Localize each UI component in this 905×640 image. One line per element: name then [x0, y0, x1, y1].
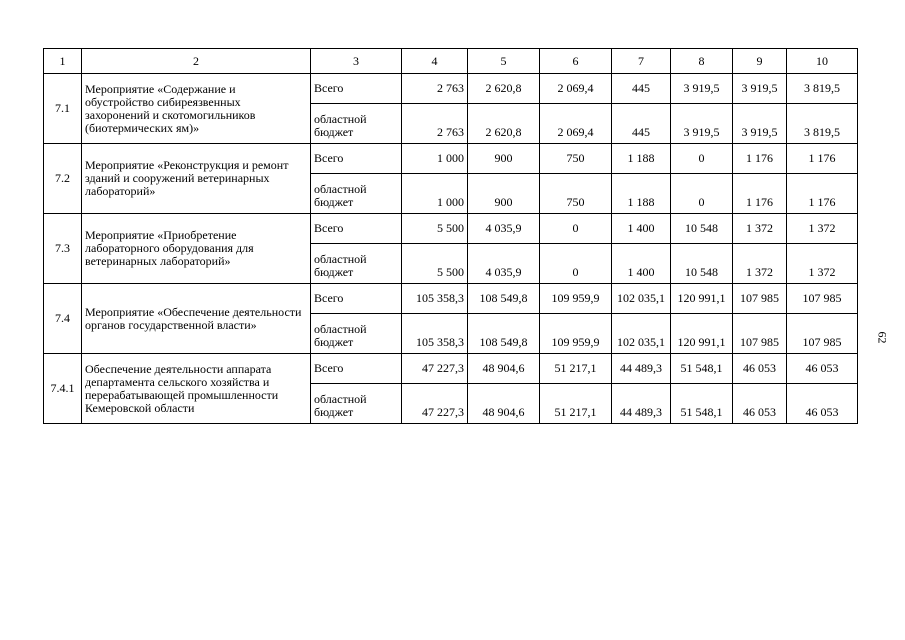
total-value: 3 819,5 [787, 74, 858, 104]
header-cell: 10 [787, 49, 858, 74]
total-value: 108 549,8 [468, 284, 540, 314]
total-value: 46 053 [787, 354, 858, 384]
total-value: 1 188 [612, 144, 671, 174]
budget-value: 120 991,1 [671, 314, 733, 354]
row-number: 7.1 [44, 74, 82, 144]
header-cell: 3 [311, 49, 402, 74]
total-value: 2 763 [402, 74, 468, 104]
total-value: 2 069,4 [540, 74, 612, 104]
header-cell: 6 [540, 49, 612, 74]
budget-value: 44 489,3 [612, 384, 671, 424]
budget-value: 51 217,1 [540, 384, 612, 424]
budget-value: 750 [540, 174, 612, 214]
total-value: 1 176 [787, 144, 858, 174]
budget-value: 47 227,3 [402, 384, 468, 424]
source-total-label: Всего [311, 144, 402, 174]
header-cell: 8 [671, 49, 733, 74]
header-cell: 4 [402, 49, 468, 74]
table-row [44, 74, 858, 104]
budget-value: 3 819,5 [787, 104, 858, 144]
budget-value: 1 188 [612, 174, 671, 214]
budget-value: 445 [612, 104, 671, 144]
header-cell: 1 [44, 49, 82, 74]
row-number: 7.2 [44, 144, 82, 214]
activity-name: Мероприятие «Обеспечение деятельности органов государственной власти» [82, 284, 311, 354]
budget-value: 1 176 [787, 174, 858, 214]
budget-value: 1 176 [733, 174, 787, 214]
budget-value: 109 959,9 [540, 314, 612, 354]
total-value: 107 985 [733, 284, 787, 314]
budget-value: 4 035,9 [468, 244, 540, 284]
table-row [44, 214, 858, 244]
budget-value: 1 372 [733, 244, 787, 284]
activity-name: Мероприятие «Реконструкция и ремонт зданий и сооружений ветеринарных лабораторий» [82, 144, 311, 214]
activity-name: Мероприятие «Содержание и обустройство сибиреязвенных захоронений и скотомогильников (биотермических ям)» [82, 74, 311, 144]
source-budget-label: областной бюджет [311, 384, 402, 424]
header-row [44, 49, 858, 74]
source-budget-label: областной бюджет [311, 244, 402, 284]
row-number: 7.3 [44, 214, 82, 284]
total-value: 5 500 [402, 214, 468, 244]
total-value: 1 176 [733, 144, 787, 174]
budget-value: 105 358,3 [402, 314, 468, 354]
table-row [44, 354, 858, 384]
total-value: 1 000 [402, 144, 468, 174]
budget-value: 3 919,5 [671, 104, 733, 144]
source-total-label: Всего [311, 214, 402, 244]
budget-value: 1 400 [612, 244, 671, 284]
total-value: 105 358,3 [402, 284, 468, 314]
header-cell: 2 [82, 49, 311, 74]
budget-value: 0 [540, 244, 612, 284]
header-cell: 5 [468, 49, 540, 74]
budget-value: 108 549,8 [468, 314, 540, 354]
total-value: 44 489,3 [612, 354, 671, 384]
total-value: 51 548,1 [671, 354, 733, 384]
total-value: 750 [540, 144, 612, 174]
budget-value: 3 919,5 [733, 104, 787, 144]
total-value: 109 959,9 [540, 284, 612, 314]
row-number: 7.4.1 [44, 354, 82, 424]
budget-value: 0 [671, 174, 733, 214]
activity-name: Мероприятие «Приобретение лабораторного оборудования для ветеринарных лабораторий» [82, 214, 311, 284]
budget-value: 2 069,4 [540, 104, 612, 144]
total-value: 1 400 [612, 214, 671, 244]
header-cell: 7 [612, 49, 671, 74]
total-value: 0 [671, 144, 733, 174]
total-value: 4 035,9 [468, 214, 540, 244]
total-value: 47 227,3 [402, 354, 468, 384]
budget-value: 102 035,1 [612, 314, 671, 354]
budget-value: 5 500 [402, 244, 468, 284]
total-value: 46 053 [733, 354, 787, 384]
source-budget-label: областной бюджет [311, 314, 402, 354]
budget-value: 10 548 [671, 244, 733, 284]
total-value: 120 991,1 [671, 284, 733, 314]
budget-table [43, 48, 858, 424]
page-number: 62 [875, 331, 890, 344]
activity-name: Обеспечение деятельности аппарата департамента сельского хозяйства и перерабатывающей промышленности Кемеровской области [82, 354, 311, 424]
total-value: 1 372 [787, 214, 858, 244]
header-cell: 9 [733, 49, 787, 74]
budget-value: 900 [468, 174, 540, 214]
total-value: 0 [540, 214, 612, 244]
budget-value: 107 985 [787, 314, 858, 354]
total-value: 445 [612, 74, 671, 104]
budget-value: 46 053 [733, 384, 787, 424]
total-value: 3 919,5 [733, 74, 787, 104]
total-value: 102 035,1 [612, 284, 671, 314]
row-number: 7.4 [44, 284, 82, 354]
total-value: 900 [468, 144, 540, 174]
total-value: 10 548 [671, 214, 733, 244]
budget-value: 1 372 [787, 244, 858, 284]
budget-value: 2 620,8 [468, 104, 540, 144]
source-total-label: Всего [311, 354, 402, 384]
total-value: 51 217,1 [540, 354, 612, 384]
total-value: 2 620,8 [468, 74, 540, 104]
total-value: 48 904,6 [468, 354, 540, 384]
total-value: 3 919,5 [671, 74, 733, 104]
source-total-label: Всего [311, 74, 402, 104]
total-value: 107 985 [787, 284, 858, 314]
source-total-label: Всего [311, 284, 402, 314]
budget-value: 48 904,6 [468, 384, 540, 424]
total-value: 1 372 [733, 214, 787, 244]
source-budget-label: областной бюджет [311, 104, 402, 144]
budget-value: 51 548,1 [671, 384, 733, 424]
table-row [44, 284, 858, 314]
source-budget-label: областной бюджет [311, 174, 402, 214]
budget-value: 46 053 [787, 384, 858, 424]
budget-value: 2 763 [402, 104, 468, 144]
budget-value: 1 000 [402, 174, 468, 214]
budget-value: 107 985 [733, 314, 787, 354]
table-row [44, 144, 858, 174]
